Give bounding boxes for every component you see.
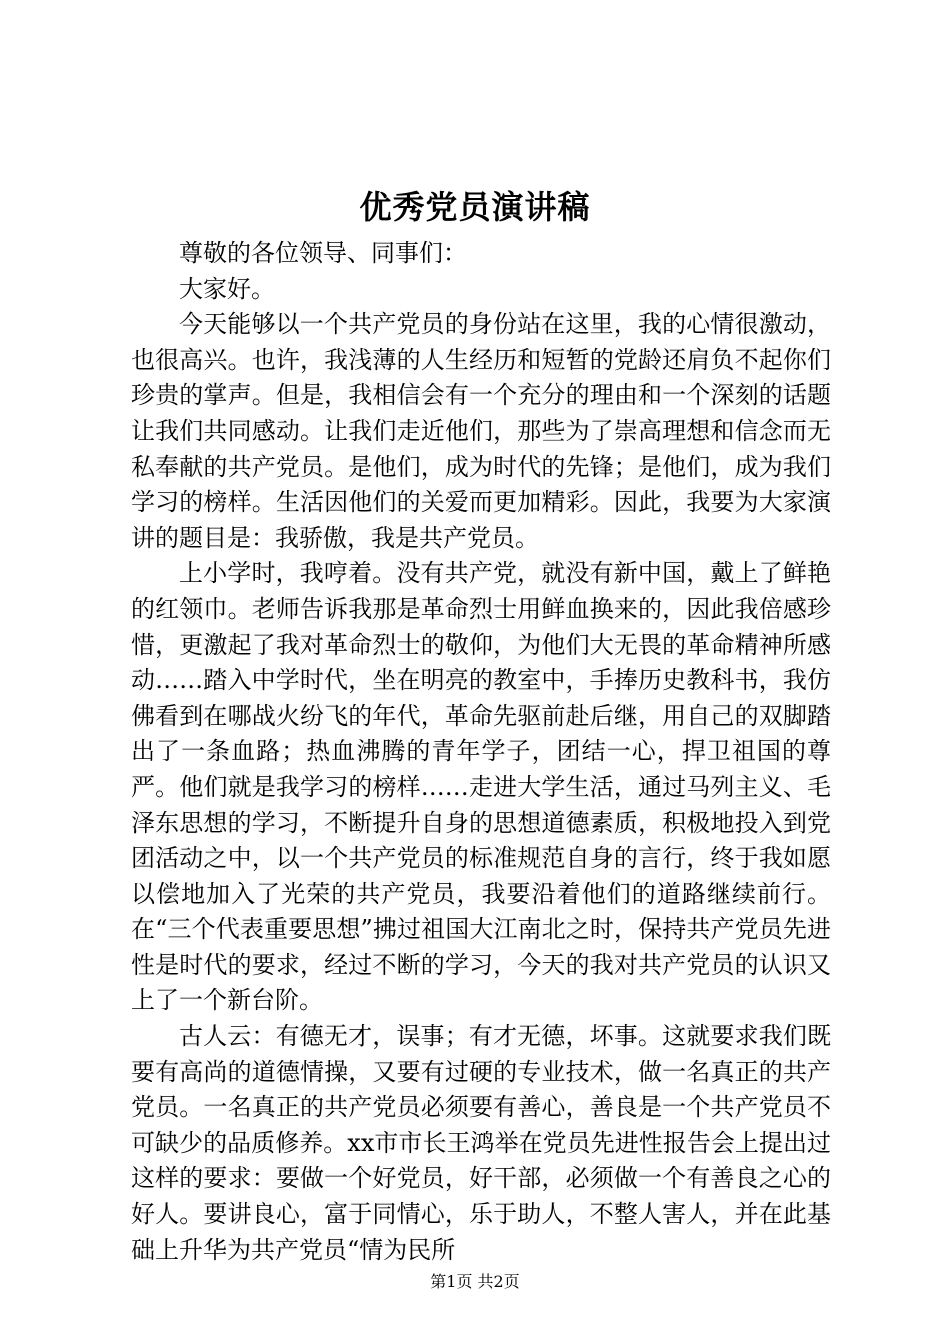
body-paragraph: 古人云：有德无才，误事；有才无德，坏事。这就要求我们既要有高尚的道德情操，又要有过硬的专业技术，做一名真正的共产党员。一名真正的共产党员必须要有善心，善良是一个共产党员不可缺少的品质修养。xx市市长王鸿举在党员先进性报告会上提出过这样的要求：要做一个好党员，好干部，必须做一个有善良之心的好人。要讲良心，富于同情心，乐于助人，不整人害人，并在此基础上升华为共产党员“情为民所: [131, 1022, 831, 1264]
document-title: 优秀党员演讲稿: [359, 188, 591, 226]
page-number-footer: 第1页 共2页: [430, 1272, 520, 1291]
body-paragraph: 今天能够以一个共产党员的身份站在这里，我的心情很激动，也很高兴。也许，我浅薄的人生经历和短暂的党龄还肩负不起你们珍贵的掌声。但是，我相信会有一个充分的理由和一个深刻的话题让我们共同感动。让我们走近他们，那些为了崇高理想和信念而无私奉献的共产党员。是他们，成为时代的先锋；是他们，成为我们学习的榜样。生活因他们的关爱而更加精彩。因此，我要为大家演讲的题目是：我骄傲，我是共产党员。: [131, 310, 831, 552]
greeting-paragraph: 大家好。: [179, 274, 275, 303]
salutation-paragraph: 尊敬的各位领导、同事们：: [179, 239, 467, 267]
body-paragraph: 上小学时，我哼着。没有共产党，就没有新中国，戴上了鲜艳的红领巾。老师告诉我那是革命烈士用鲜血换来的，因此我倍感珍惜，更激起了我对革命烈士的敬仰，为他们大无畏的革命精神所感动……踏入中学时代，坐在明亮的教室中，手捧历史教科书，我仿佛看到在哪战火纷飞的年代，革命先驱前赴后继，用自己的双脚踏出了一条血路；热血沸腾的青年学子，团结一心，捍卫祖国的尊严。他们就是我学习的榜样……走进大学生活，通过马列主义、毛泽东思想的学习，不断提升自身的思想道德素质，积极地投入到党团活动之中，以一个共产党员的标准规范自身的言行，终于我如愿以偿地加入了光荣的共产党员，我要沿着他们的道路继续前行。在“三个代表重要思想”拂过祖国大江南北之时，保持共产党员先进性是时代的要求，经过不断的学习，今天的我对共产党员的认识又上了一个新台阶。: [131, 559, 831, 1015]
document-body: [131, 236, 831, 1268]
